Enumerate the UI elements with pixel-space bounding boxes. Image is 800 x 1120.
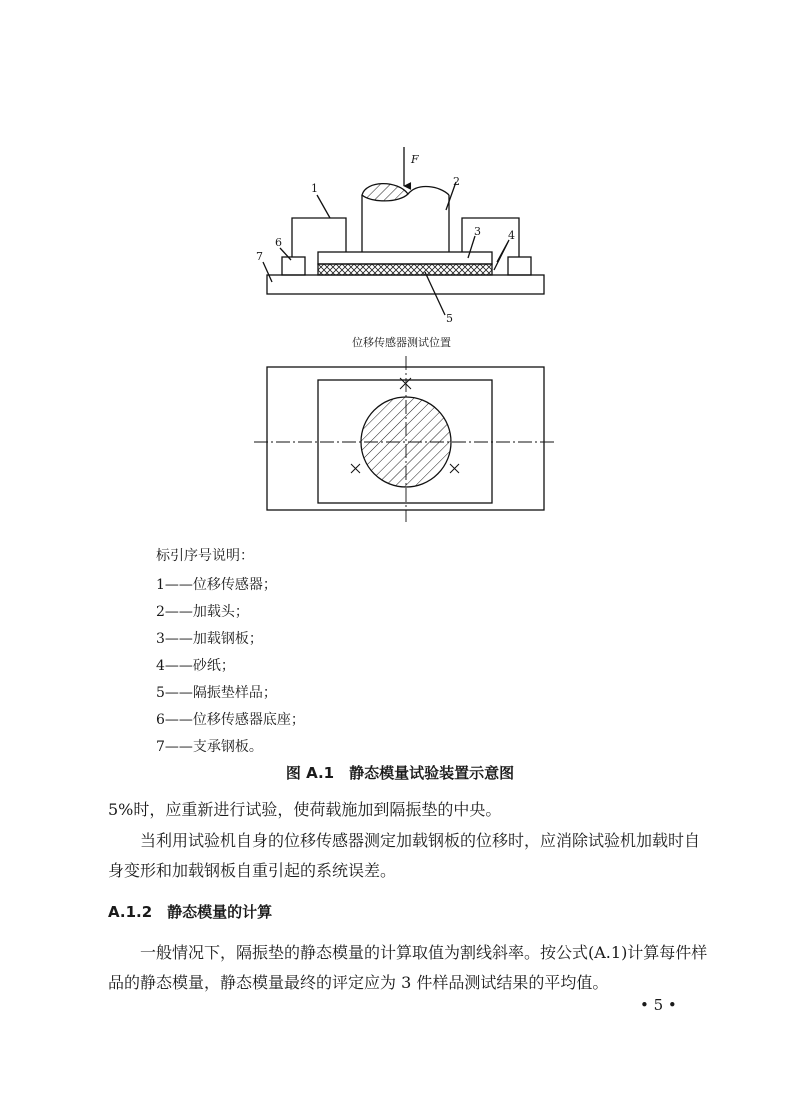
callout-5: 5 [446, 312, 453, 325]
page-number: • 5 • [640, 996, 677, 1014]
loading-head-section [362, 184, 408, 201]
plan-label: 位移传感器测试位置 [352, 336, 451, 349]
legend-item: 7——支承钢板。 [156, 739, 263, 755]
callout-4: 4 [508, 229, 515, 242]
measure-point-left [351, 464, 360, 473]
legend-item: 3——加载钢板； [156, 631, 263, 647]
isolation-pad-specimen [318, 264, 492, 275]
support-steel-plate [267, 275, 544, 294]
legend-item: 5——隔振垫样品； [156, 685, 277, 701]
elevation-view [263, 147, 544, 315]
callout-3: 3 [474, 225, 481, 238]
figure-caption: 图 A.1 静态模量试验装置示意图 [285, 764, 515, 782]
measure-point-right [450, 464, 459, 473]
sensor-base-left [282, 257, 305, 275]
paragraph: 当利用试验机自身的位移传感器测定加载钢板的位移时，应消除试验机加载时自身变形和加载钢板自重引起的系统误差。 [108, 831, 701, 880]
sensor-base-right [508, 257, 531, 275]
legend-item: 1——位移传感器； [156, 577, 277, 593]
callout-6: 6 [275, 236, 282, 249]
legend-item: 6——位移传感器底座； [156, 712, 305, 728]
test-apparatus-figure [0, 0, 800, 540]
loading-head [362, 195, 449, 252]
callout-1: 1 [311, 182, 318, 195]
section-paragraph: 一般情况下，隔振垫的静态模量的计算取值为割线斜率。按公式(A.1)计算每件样品的静态模量，静态模量最终的评定应为 3 件样品测试结果的平均值。 [108, 943, 708, 992]
plan-view [254, 356, 556, 522]
loading-steel-plate [318, 252, 492, 264]
legend-item: 4——砂纸； [156, 658, 235, 674]
force-label: F [411, 153, 419, 166]
legend-item: 2——加载头； [156, 604, 249, 620]
callout-2: 2 [453, 175, 460, 188]
callout-7: 7 [256, 250, 263, 263]
sensor-left [292, 218, 346, 257]
legend-title: 标引序号说明： [156, 548, 254, 564]
section-heading: A.1.2 静态模量的计算 [108, 903, 273, 921]
paragraph: 5%时，应重新进行试验，使荷载施加到隔振垫的中央。 [108, 800, 502, 819]
